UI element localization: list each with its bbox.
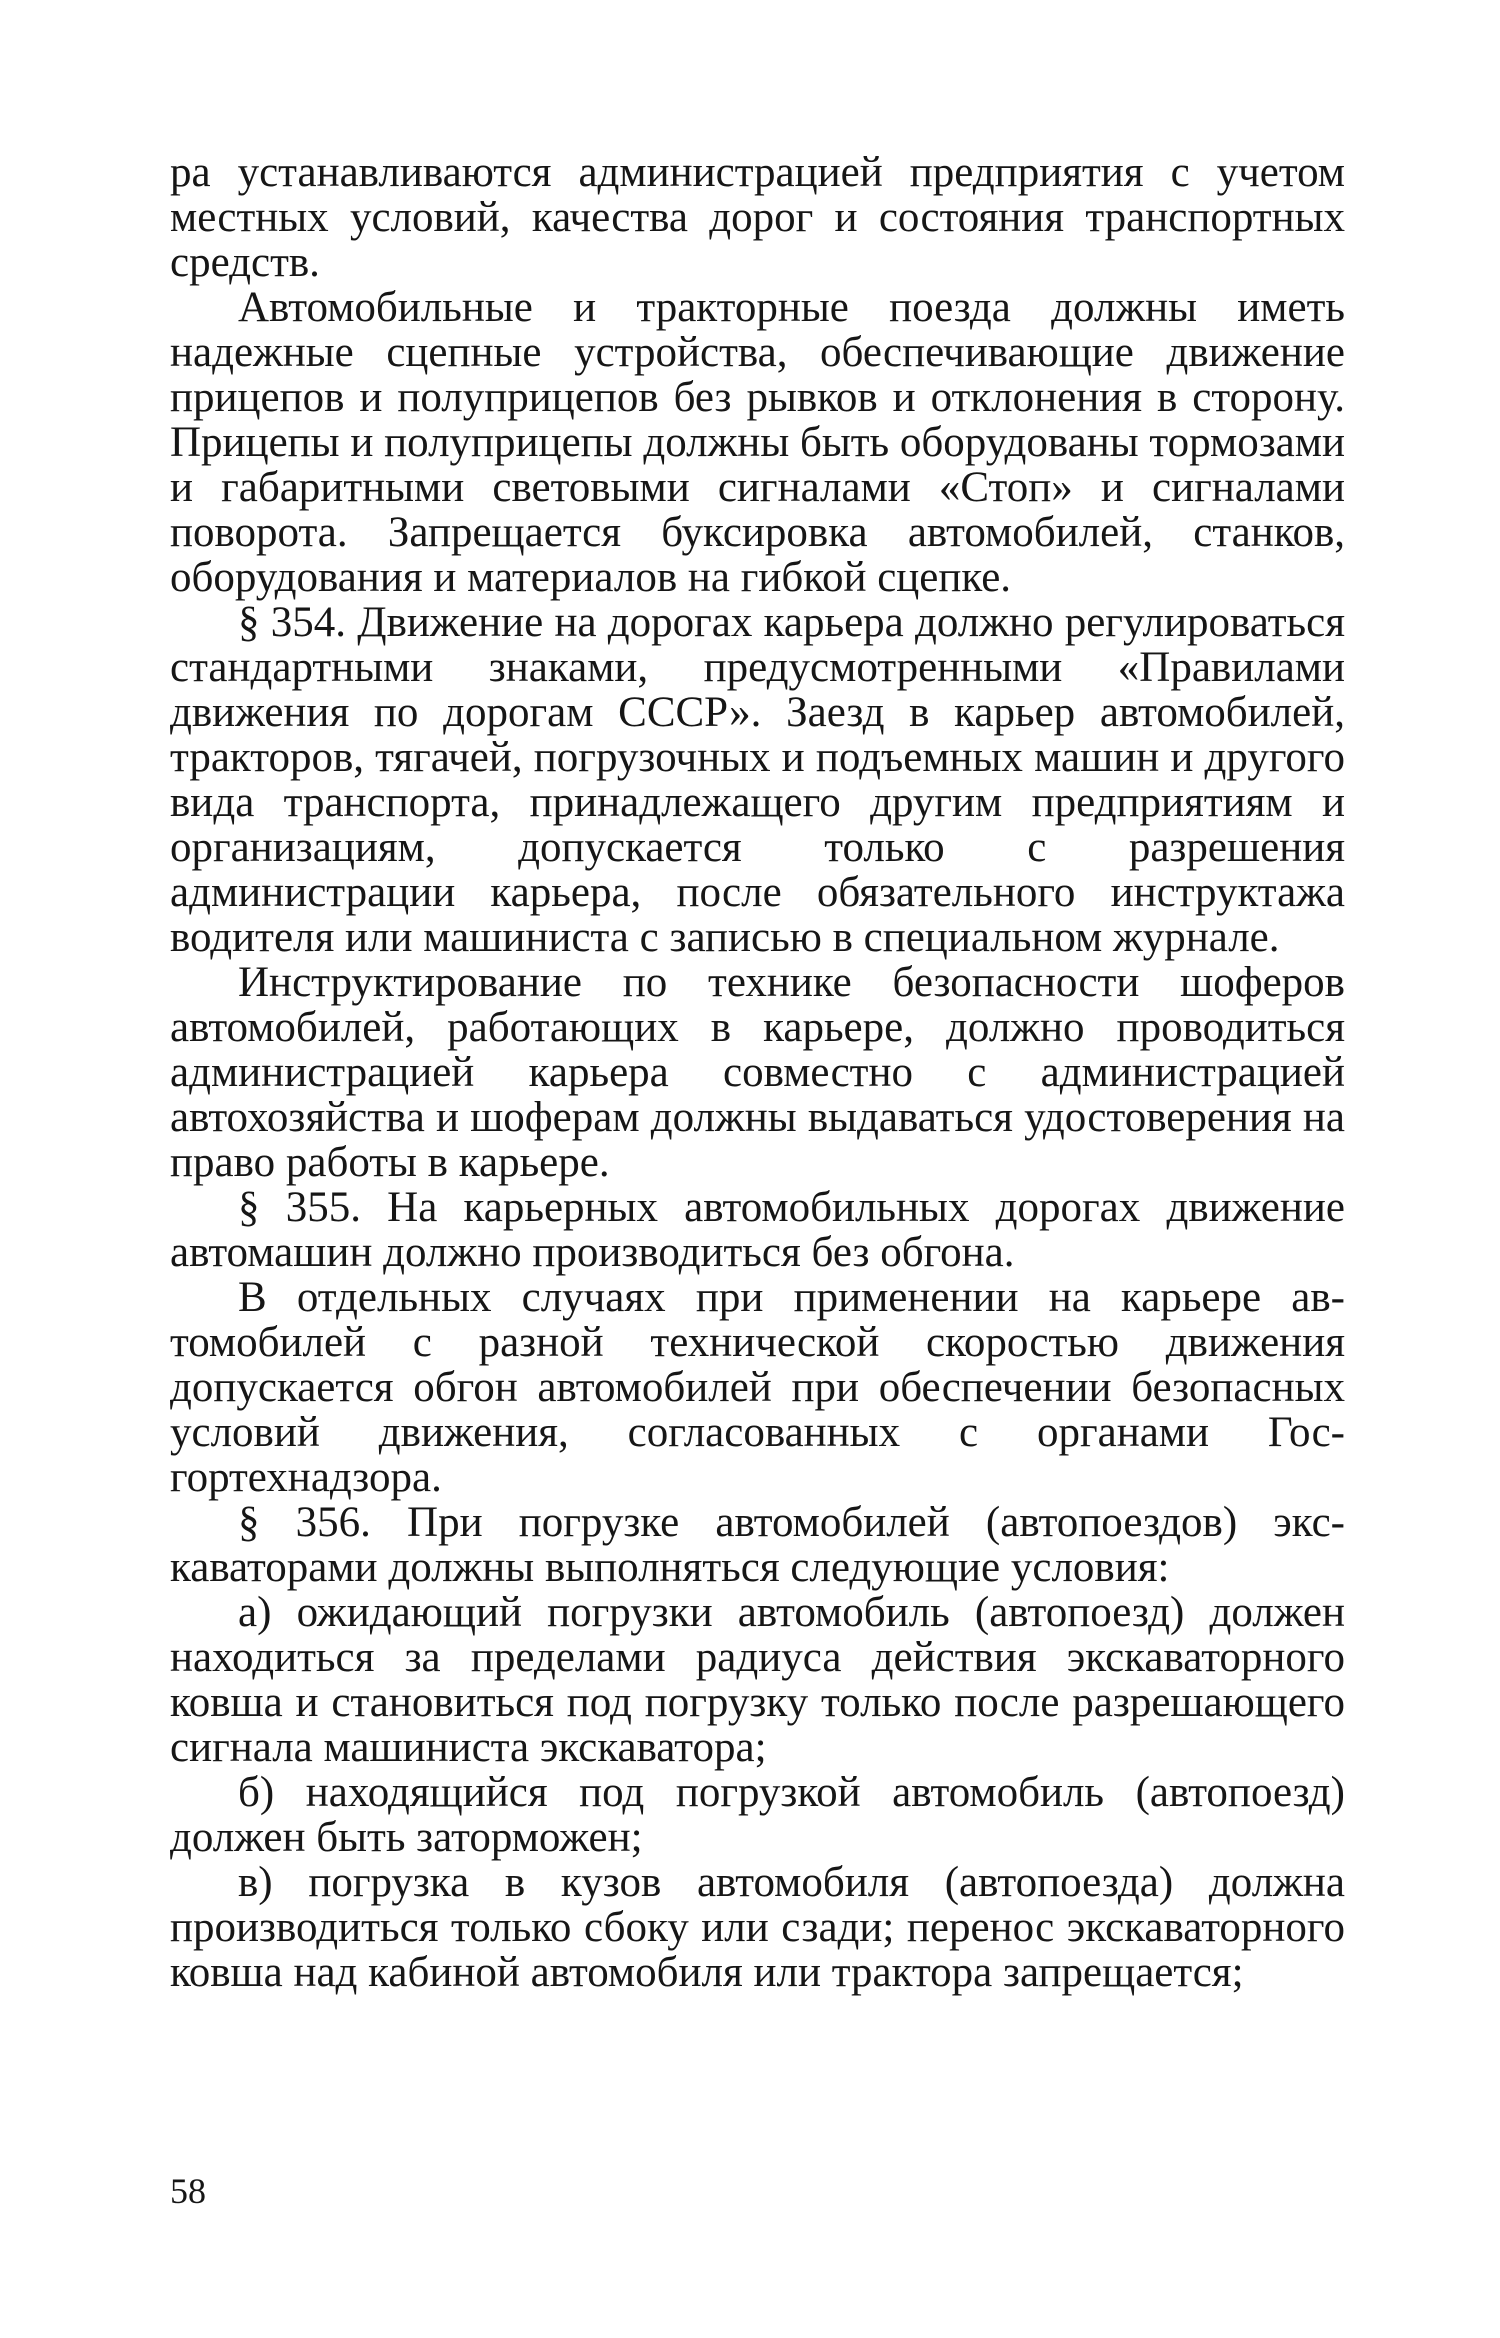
paragraph-overtaking-exceptions: В отдельных случаях при применении на карьере автомобилей с разной технической скоростью движения допускается обгон автомобилей при обеспечении безопасных условий движения, согласованных с органами Госгортехнадзора.: [170, 1274, 1345, 1501]
paragraph-trailers: Автомобильные и тракторные поезда должны иметь надежные сцепные устройства, обеспечивающие движение прицепов и полуприцепов без рывков и отклонения в сторону. Прицепы и полуприцепы должны быть оборудованы тормозами и габаритными световыми сигналами «Стоп» и сигналами поворота. Запрещается буксировка автомобилей, станков, оборудования и материалов на гибкой сцепке.: [170, 284, 1345, 601]
page-number: 58: [170, 2171, 206, 2211]
page-body: [170, 150, 1345, 1995]
list-item-c: в) погрузка в кузов автомобиля (автопоезда) должна производиться только сбоку или сзади; перенос экскаваторного ковша над кабиной автомобиля или трактора запрещается;: [170, 1859, 1345, 1996]
paragraph-section-354: § 354. Движение на дорогах карьера должно регулироваться стандартными знаками, предусмотренными «Правилами движения по дорогам СССР». Заезд в карьер автомобилей, тракторов, тягачей, погрузочных и подъемных машин и другого вида транспорта, принадлежащего другим предприятиям и организациям, допускается только с разрешения администрации карьера, после обязательного инструктажа водителя или машиниста с записью в специальном журнале.: [170, 599, 1345, 961]
list-item-a: а) ожидающий погрузки автомобиль (автопоезд) должен находиться за пределами радиуса действия экскаваторного ковша и становиться под погрузку только после разрешающего сигнала машиниста экскаватора;: [170, 1589, 1345, 1771]
paragraph-section-355: § 355. На карьерных автомобильных дорогах движение автомашин должно производиться без обгона.: [170, 1184, 1345, 1276]
paragraph-driver-instruction: Инструктирование по технике безопасности шоферов автомобилей, работающих в карьере, должно проводиться администрацией карьера совместно с администрацией автохозяйства и шоферам должны выдаваться удостоверения на право работы в карьере.: [170, 959, 1345, 1186]
paragraph-section-356: § 356. При погрузке автомобилей (автопоездов) экскаваторами должны выполняться следующие условия:: [170, 1499, 1345, 1591]
paragraph-continuation: ра устанавливаются администрацией предприятия с учетом местных условий, качества дорог и состояния транспортных средств.: [170, 149, 1345, 286]
list-item-b: б) находящийся под погрузкой автомобиль (автопоезд) должен быть заторможен;: [170, 1769, 1345, 1861]
